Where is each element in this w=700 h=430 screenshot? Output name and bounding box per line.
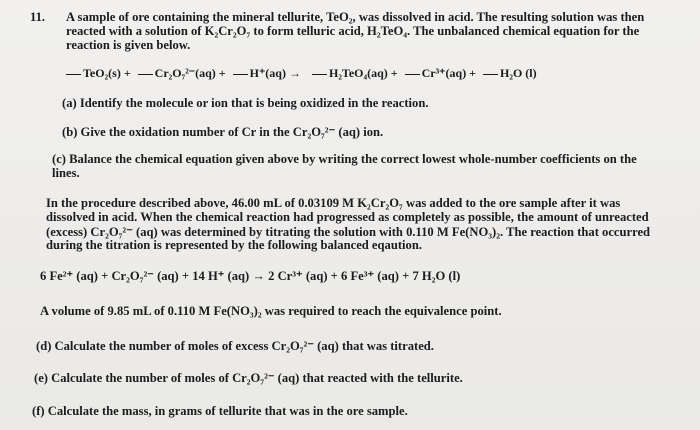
intro-line-1: A sample of ore containing the mineral tellurite, TeO₂, was dissolved in acid. The resulting solution was then: [66, 10, 645, 24]
eq-term-teo2: TeO₂(s) +: [83, 66, 131, 80]
question-number: 11.: [30, 10, 46, 24]
intro-line-3: reaction is given below.: [66, 38, 191, 52]
eq-term-hplus: H⁺(aq) →: [249, 66, 301, 80]
coefficient-blank[interactable]: [312, 73, 327, 75]
part-c-line-2: lines.: [52, 166, 80, 180]
coefficient-blank[interactable]: [405, 73, 420, 75]
part-a: (a) Identify the molecule or ion that is being oxidized in the reaction.: [62, 96, 429, 110]
intro-line-2: reacted with a solution of K₂Cr₂O₇ to form telluric acid, H₂TeO₄. The unbalanced chemical equation for the: [66, 24, 640, 38]
coefficient-blank[interactable]: [233, 73, 248, 75]
eq-term-cr3: Cr³⁺(aq) +: [421, 66, 477, 80]
part-c-line-1: (c) Balance the chemical equation given above by writing the correct lowest whole-number coefficients on the: [52, 152, 637, 166]
eq-term-h2teo4: H₂TeO₄(aq) +: [328, 66, 398, 80]
volume-statement: A volume of 9.85 mL of 0.110 M Fe(NO₃)₂ was required to reach the equivalence point.: [40, 304, 502, 318]
eq-term-dichromate: Cr₂O₇²⁻(aq) +: [154, 66, 226, 80]
procedure-line-4: during the titration is represented by the following balanced eqaution.: [46, 238, 422, 252]
part-b: (b) Give the oxidation number of Cr in the Cr₂O₇²⁻ (aq) ion.: [62, 125, 384, 139]
procedure-line-3: (excess) Cr₂O₇²⁻ (aq) was determined by titrating the solution with 0.110 M Fe(NO₃)₂. The reaction that occurred: [46, 225, 651, 239]
coefficient-blank[interactable]: [138, 73, 153, 75]
part-d: (d) Calculate the number of moles of excess Cr₂O₇²⁻ (aq) that was titrated.: [36, 339, 434, 353]
eq-term-h2o: H₂O (l): [500, 66, 537, 80]
coefficient-blank[interactable]: [483, 73, 498, 75]
balanced-equation: 6 Fe²⁺ (aq) + Cr₂O₇²⁻ (aq) + 14 H⁺ (aq) → 2 Cr³⁺ (aq) + 6 Fe³⁺ (aq) + 7 H₂O (l): [40, 269, 461, 283]
procedure-line-1: In the procedure described above, 46.00 mL of 0.03109 M K₂Cr₂O₇ was added to the ore sample after it was: [46, 196, 621, 210]
part-e: (e) Calculate the number of moles of Cr₂O₇²⁻ (aq) that reacted with the tellurite.: [34, 371, 463, 385]
unbalanced-equation: [66, 66, 537, 81]
procedure-line-2: dissolved in acid. When the chemical reaction had progressed as completely as possible, the amount of unreacted: [46, 210, 649, 224]
part-f: (f) Calculate the mass, in grams of tellurite that was in the ore sample.: [32, 404, 408, 418]
coefficient-blank[interactable]: [66, 73, 81, 75]
